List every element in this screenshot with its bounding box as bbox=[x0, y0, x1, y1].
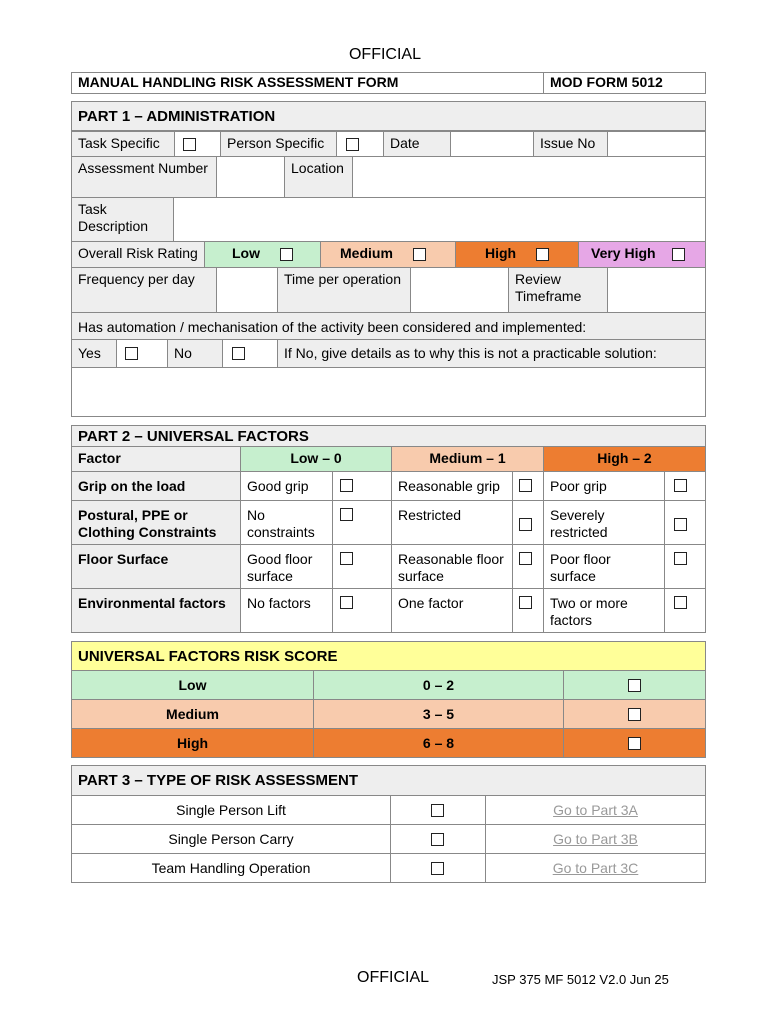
assessment-type-link-cell bbox=[485, 795, 706, 825]
rating-very-high-checkbox[interactable] bbox=[672, 248, 685, 261]
date-label: Date bbox=[383, 131, 451, 157]
factor-high-checkbox[interactable] bbox=[674, 479, 687, 492]
col-high-header: High – 2 bbox=[543, 446, 706, 472]
assessment-number-field[interactable] bbox=[216, 156, 285, 198]
frequency-label: Frequency per day bbox=[71, 267, 217, 313]
assessment-type-link-cell bbox=[485, 853, 706, 883]
col-medium-header: Medium – 1 bbox=[391, 446, 544, 472]
factor-high-text: Poor grip bbox=[543, 471, 665, 501]
yes-checkbox[interactable] bbox=[125, 347, 138, 360]
factor-medium-text: Reasonable grip bbox=[391, 471, 513, 501]
task-specific-checkbox[interactable] bbox=[183, 138, 196, 151]
score-range: 0 – 2 bbox=[313, 670, 564, 700]
score-level: High bbox=[71, 728, 314, 758]
col-low-header: Low – 0 bbox=[240, 446, 392, 472]
rating-high bbox=[455, 241, 579, 268]
assessment-number-label: Assessment Number bbox=[71, 156, 217, 198]
score-level: Medium bbox=[71, 699, 314, 729]
factor-high-checkbox[interactable] bbox=[674, 552, 687, 565]
location-field[interactable] bbox=[352, 156, 706, 198]
factor-high-text: Two or more factors bbox=[543, 588, 665, 633]
factor-low-text: No factors bbox=[240, 588, 333, 633]
person-specific-label: Person Specific bbox=[220, 131, 337, 157]
rating-low-label: Low bbox=[232, 245, 260, 261]
assessment-type-checkbox[interactable] bbox=[431, 862, 444, 875]
factor-medium-text: One factor bbox=[391, 588, 513, 633]
factor-medium-text: Reasonable floor surface bbox=[391, 544, 513, 589]
assessment-type-link-cell bbox=[485, 824, 706, 854]
factor-low-text: No constraints bbox=[240, 500, 333, 545]
factor-high-text: Severely restricted bbox=[543, 500, 665, 545]
yes-label: Yes bbox=[71, 339, 117, 368]
factor-low-checkbox[interactable] bbox=[340, 552, 353, 565]
score-checkbox[interactable] bbox=[628, 708, 641, 721]
factor-name: Postural, PPE or Clothing Constraints bbox=[71, 500, 241, 545]
rating-high-label: High bbox=[485, 245, 517, 261]
part2-title: PART 2 – UNIVERSAL FACTORS bbox=[71, 425, 706, 447]
factor-low-checkbox[interactable] bbox=[340, 479, 353, 492]
if-no-details-label: If No, give details as to why this is not a practicable solution: bbox=[277, 339, 706, 368]
time-per-operation-field[interactable] bbox=[410, 267, 509, 313]
factor-name: Environmental factors bbox=[71, 588, 241, 633]
overall-risk-rating-label: Overall Risk Rating bbox=[71, 241, 205, 268]
location-label: Location bbox=[284, 156, 353, 198]
issue-no-field[interactable] bbox=[607, 131, 706, 157]
factor-high-text: Poor floor surface bbox=[543, 544, 665, 589]
form-title: MANUAL HANDLING RISK ASSESSMENT FORM bbox=[71, 72, 544, 94]
score-title: UNIVERSAL FACTORS RISK SCORE bbox=[71, 641, 706, 671]
factor-name: Grip on the load bbox=[71, 471, 241, 501]
go-to-part-link[interactable]: Go to Part 3A bbox=[553, 802, 638, 818]
document-reference: JSP 375 MF 5012 V2.0 Jun 25 bbox=[492, 972, 669, 987]
person-specific-checkbox[interactable] bbox=[346, 138, 359, 151]
go-to-part-link[interactable]: Go to Part 3B bbox=[553, 831, 638, 847]
part1-title: PART 1 – ADMINISTRATION bbox=[71, 101, 706, 131]
factor-name: Floor Surface bbox=[71, 544, 241, 589]
rating-high-checkbox[interactable] bbox=[536, 248, 549, 261]
score-checkbox[interactable] bbox=[628, 737, 641, 750]
form-number: MOD FORM 5012 bbox=[543, 72, 706, 94]
automation-details-field[interactable] bbox=[71, 367, 706, 417]
score-range: 6 – 8 bbox=[313, 728, 564, 758]
classification-header: OFFICIAL bbox=[348, 46, 421, 63]
part3-title: PART 3 – TYPE OF RISK ASSESSMENT bbox=[71, 765, 706, 796]
factor-medium-checkbox[interactable] bbox=[519, 552, 532, 565]
rating-medium-checkbox[interactable] bbox=[413, 248, 426, 261]
factor-high-checkbox[interactable] bbox=[674, 518, 687, 531]
rating-medium bbox=[320, 241, 456, 268]
factor-low-checkbox[interactable] bbox=[340, 596, 353, 609]
assessment-type-label: Team Handling Operation bbox=[71, 853, 391, 883]
rating-medium-label: Medium bbox=[340, 245, 393, 261]
col-factor-header: Factor bbox=[71, 446, 241, 472]
review-timeframe-field[interactable] bbox=[607, 267, 706, 313]
go-to-part-link[interactable]: Go to Part 3C bbox=[552, 860, 639, 876]
factor-low-text: Good floor surface bbox=[240, 544, 333, 589]
review-timeframe-label: Review Timeframe bbox=[508, 267, 608, 313]
score-range: 3 – 5 bbox=[313, 699, 564, 729]
automation-question: Has automation / mechanisation of the activity been considered and implemented: bbox=[71, 312, 706, 340]
factor-medium-checkbox[interactable] bbox=[519, 479, 532, 492]
assessment-type-label: Single Person Lift bbox=[71, 795, 391, 825]
rating-very-high-label: Very High bbox=[591, 245, 656, 261]
classification-footer: OFFICIAL bbox=[357, 969, 430, 986]
score-level: Low bbox=[71, 670, 314, 700]
rating-very-high bbox=[578, 241, 706, 268]
factor-low-text: Good grip bbox=[240, 471, 333, 501]
rating-low-checkbox[interactable] bbox=[280, 248, 293, 261]
factor-medium-text: Restricted bbox=[391, 500, 513, 545]
date-field[interactable] bbox=[450, 131, 534, 157]
no-checkbox[interactable] bbox=[232, 347, 245, 360]
factor-high-checkbox[interactable] bbox=[674, 596, 687, 609]
factor-low-checkbox[interactable] bbox=[340, 508, 353, 521]
factor-medium-checkbox[interactable] bbox=[519, 596, 532, 609]
assessment-type-checkbox[interactable] bbox=[431, 804, 444, 817]
task-specific-label: Task Specific bbox=[71, 131, 175, 157]
time-per-operation-label: Time per operation bbox=[277, 267, 411, 313]
frequency-field[interactable] bbox=[216, 267, 278, 313]
task-description-label: Task Description bbox=[71, 197, 174, 242]
assessment-type-label: Single Person Carry bbox=[71, 824, 391, 854]
no-label: No bbox=[167, 339, 223, 368]
issue-no-label: Issue No bbox=[533, 131, 608, 157]
task-description-field[interactable] bbox=[173, 197, 706, 242]
assessment-type-checkbox[interactable] bbox=[431, 833, 444, 846]
factor-medium-checkbox[interactable] bbox=[519, 518, 532, 531]
rating-low bbox=[204, 241, 321, 268]
score-checkbox[interactable] bbox=[628, 679, 641, 692]
